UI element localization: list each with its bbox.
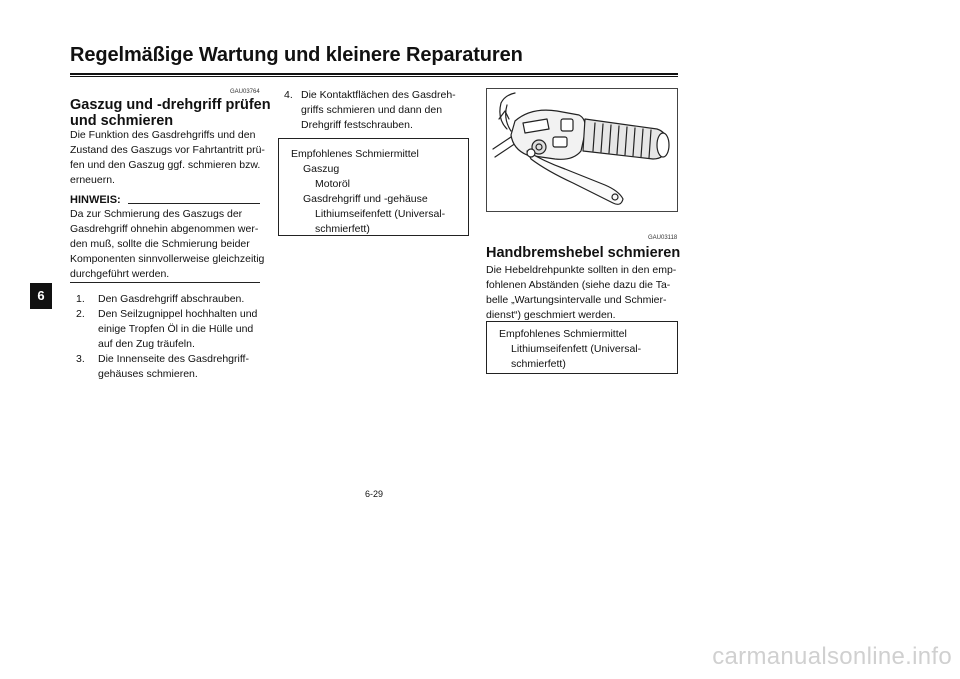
step-line: auf den Zug träufeln. (98, 338, 195, 350)
section-heading (70, 97, 271, 129)
step-line: Den Seilzugnippel hochhalten und (98, 308, 258, 320)
note-rule-bottom (70, 282, 260, 283)
step-line: Die Innenseite des Gasdrehgriff- (98, 353, 249, 365)
step-line: gehäuses schmieren. (98, 368, 198, 380)
note-body (70, 207, 270, 282)
box-item: Gaszug (303, 163, 340, 175)
note-line: den muß, sollte die Schmierung beider (70, 238, 250, 250)
list-item (284, 88, 474, 133)
section-heading-line2: und schmieren (70, 113, 174, 129)
box-title: Empfohlenes Schmiermittel (291, 148, 419, 160)
list-item (76, 292, 266, 307)
step-line: Drehgriff festschrauben. (301, 119, 413, 131)
box-value: schmierfett) (315, 223, 370, 235)
step-number: 3. (76, 353, 85, 365)
body-line: belle „Wartungsintervalle und Schmier- (486, 294, 667, 306)
body-line: dienst“) geschmiert werden. (486, 309, 616, 321)
brake-lever-drawing (487, 89, 677, 211)
box-value: Motoröl (315, 178, 351, 190)
steps-list (76, 292, 266, 382)
section-body (486, 263, 686, 323)
section-heading: Handbremshebel schmieren (486, 245, 681, 261)
note-line: Da zur Schmierung des Gaszugs der (70, 208, 243, 220)
step-line: Den Gasdrehgriff abschrauben. (98, 293, 245, 305)
lubricant-box (278, 138, 469, 236)
box-item: Gasdrehgriff und -gehäuse (303, 193, 428, 205)
step-number: 4. (284, 89, 293, 101)
chapter-tab: 6 (30, 283, 52, 309)
title-rule-thin (70, 76, 678, 77)
page-title: Regelmäßige Wartung und kleinere Reparaturen (70, 44, 523, 66)
section-code: GAU03764 (230, 89, 260, 95)
body-line: erneuern. (70, 174, 115, 186)
section-body (70, 128, 270, 188)
step-4 (284, 88, 474, 133)
section-heading-line1: Gaszug und -drehgriff prüfen (70, 97, 271, 113)
step-line: einige Tropfen Öl in die Hülle und (98, 323, 254, 335)
lubricant-box (486, 321, 678, 374)
body-line: Die Funktion des Gasdrehgriffs und den (70, 129, 256, 141)
box-value: schmierfett) (511, 358, 566, 370)
step-number: 1. (76, 293, 85, 305)
body-line: Zustand des Gaszugs vor Fahrtantritt prü- (70, 144, 265, 156)
page-number: 6-29 (365, 489, 384, 499)
watermark: carmanualsonline.info (712, 643, 952, 670)
body-line: fen und den Gaszug ggf. schmieren bzw. (70, 159, 261, 171)
box-title: Empfohlenes Schmiermittel (499, 328, 627, 340)
step-line: Die Kontaktflächen des Gasdreh- (301, 89, 456, 101)
note-label: HINWEIS: (70, 194, 121, 206)
note-line: durchgeführt werden. (70, 268, 170, 280)
note-line: Komponenten sinnvollerweise gleichzeitig (70, 253, 265, 265)
note-line: Gasdrehgriff ohnehin abgenommen wer- (70, 223, 259, 235)
box-value: Lithiumseifenfett (Universal- (315, 208, 446, 220)
list-item (76, 352, 266, 382)
box-value: Lithiumseifenfett (Universal- (511, 343, 642, 355)
step-line: griffs schmieren und dann den (301, 104, 443, 116)
note-rule-top (128, 203, 260, 204)
body-line: fohlenen Abständen (siehe dazu die Ta- (486, 279, 671, 291)
title-rule (70, 73, 678, 75)
list-item (76, 307, 266, 352)
step-number: 2. (76, 308, 85, 320)
body-line: Die Hebeldrehpunkte sollten in den emp- (486, 264, 677, 276)
handlebar-illustration (486, 88, 678, 212)
section-code: GAU03118 (648, 235, 678, 241)
